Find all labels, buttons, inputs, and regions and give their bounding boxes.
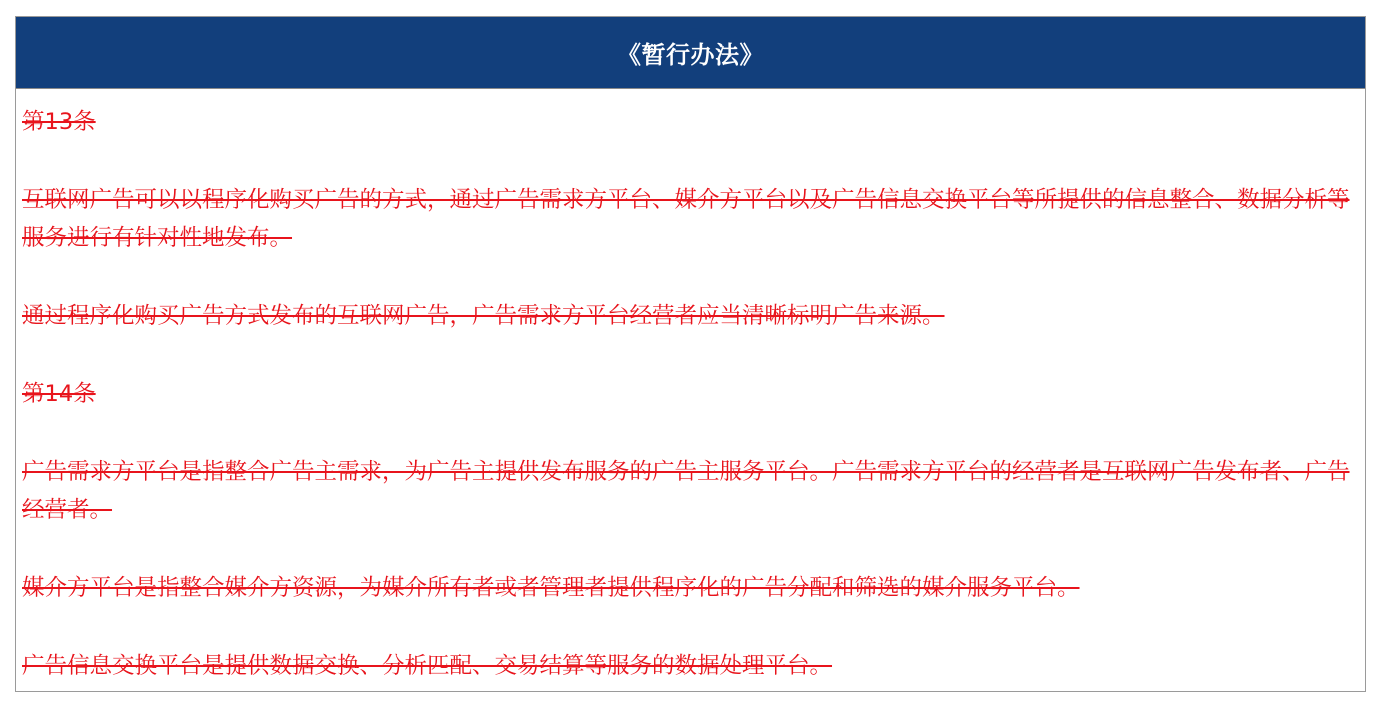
document-frame <box>15 16 1366 692</box>
article-13-paragraph-2: 通过程序化购买广告方式发布的互联网广告，广告需求方平台经营者应当清晰标明广告来源。 <box>22 303 945 329</box>
article-14-heading: 第14条 <box>22 381 96 407</box>
header-bar <box>16 17 1365 89</box>
article-13-heading: 第13条 <box>22 109 96 135</box>
document-body <box>16 89 1365 685</box>
article-14-paragraph-2: 媒介方平台是指整合媒介方资源，为媒介所有者或者管理者提供程序化的广告分配和筛选的媒介服务平台。 <box>22 575 1080 601</box>
document-title: 《暂行办法》 <box>617 41 764 69</box>
article-14-paragraph-3: 广告信息交换平台是提供数据交换、分析匹配、交易结算等服务的数据处理平台。 <box>22 653 833 679</box>
article-14-paragraph-1: 广告需求方平台是指整合广告主需求，为广告主提供发布服务的广告主服务平台。广告需求方平台的经营者是互联网广告发布者、广告经营者。 <box>22 459 1350 523</box>
article-13-paragraph-1: 互联网广告可以以程序化购买广告的方式，通过广告需求方平台、媒介方平台以及广告信息交换平台等所提供的信息整合、数据分析等服务进行有针对性地发布。 <box>22 187 1350 251</box>
